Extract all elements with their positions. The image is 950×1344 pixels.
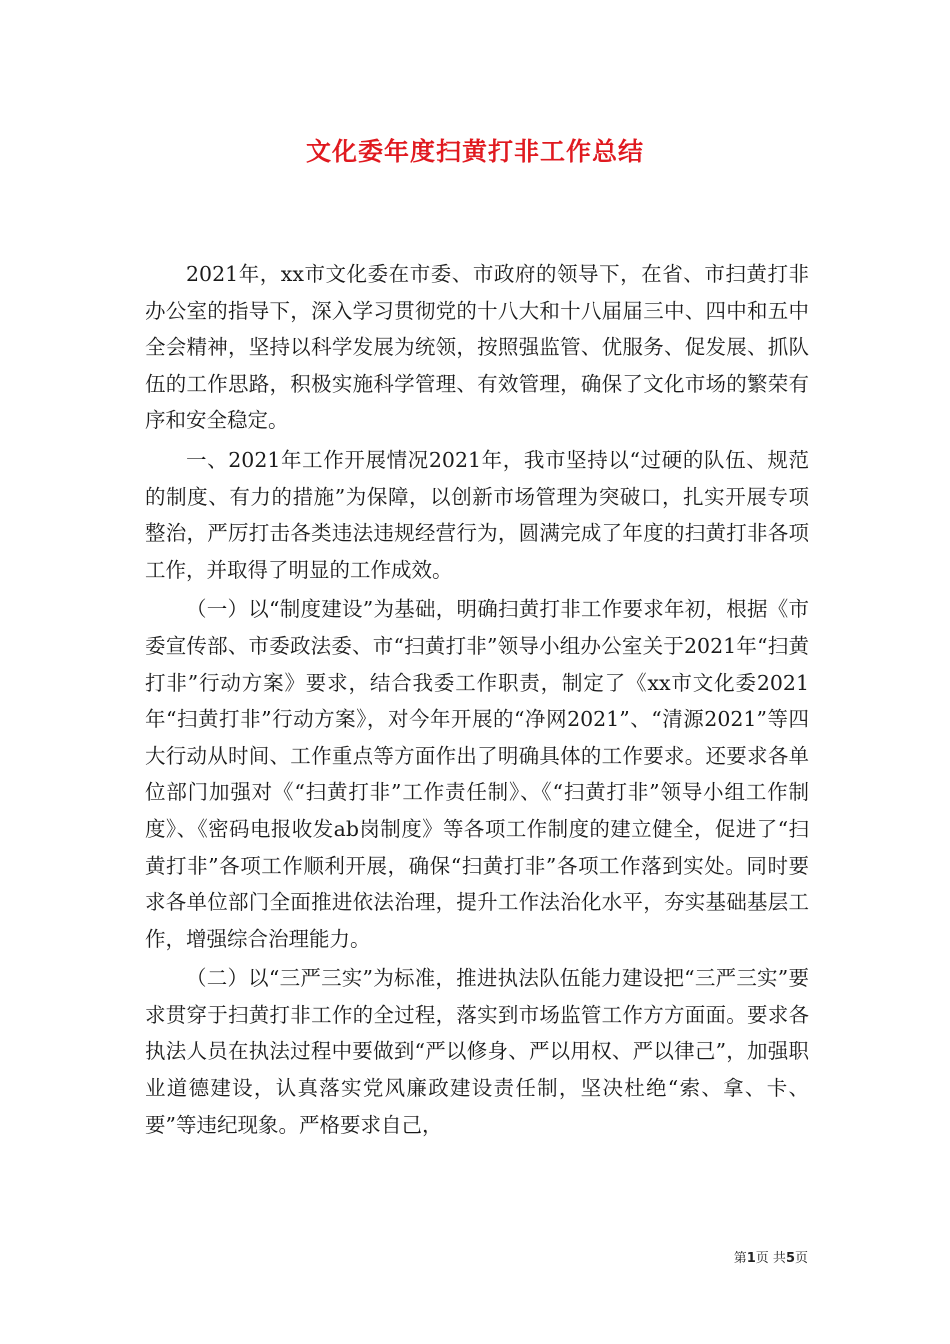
paragraph-subsection-one: （一）以“制度建设”为基础，明确扫黄打非工作要求年初，根据《市委宣传部、市委政法委、市“扫黄打非”领导小组办公室关于2021年“扫黄打非”行动方案》要求，结合我委工作职责，制定了《xx市文化委2021年“扫黄打非”行动方案》，对今年开展的“净网2021”、“清源2021”等四大行动从时间、工作重点等方面作出了明确具体的工作要求。还要求各单位部门加强对《“扫黄打非”工作责任制》、《“扫黄打非”领导小组工作制度》、《密码电报收发ab岗制度》等各项工作制度的建立健全，促进了“扫黄打非”各项工作顺利开展，确保“扫黄打非”各项工作落到实处。同时要求各单位部门全面推进依法治理，提升工作法治化水平，夯实基础基层工作，增强综合治理能力。 bbox=[145, 597, 809, 951]
page-number-footer bbox=[0, 1247, 808, 1266]
paragraph-intro: 2021年，xx市文化委在市委、市政府的领导下，在省、市扫黄打非办公室的指导下，深入学习贯彻党的十八大和十八届届三中、四中和五中全会精神，坚持以科学发展为统领，按照强监管、优服务、促发展、抓队伍的工作思路，积极实施科学管理、有效管理，确保了文化市场的繁荣有序和安全稳定。 bbox=[145, 262, 809, 433]
footer-middle: 页 共 bbox=[755, 1251, 786, 1266]
footer-prefix: 第 bbox=[733, 1251, 747, 1266]
footer-suffix: 页 bbox=[794, 1251, 808, 1266]
document-title: 文化委年度扫黄打非工作总结 bbox=[305, 137, 644, 166]
paragraph-subsection-two: （二）以“三严三实”为标准，推进执法队伍能力建设把“三严三实”要求贯穿于扫黄打非工作的全过程，落实到市场监管工作方方面面。要求各执法人员在执法过程中要做到“严以修身、严以用权、严以律己”，加强职业道德建设，认真落实党风廉政建设责任制，坚决杜绝“索、拿、卡、要”等违纪现象。严格要求自己， bbox=[145, 966, 809, 1137]
document-body bbox=[145, 256, 809, 1143]
paragraph-section-one: 一、2021年工作开展情况2021年，我市坚持以“过硬的队伍、规范的制度、有力的措施”为保障，以创新市场管理为突破口，扎实开展专项整治，严厉打击各类违法违规经营行为，圆满完成了年度的扫黄打非各项工作，并取得了明显的工作成效。 bbox=[145, 447, 809, 582]
current-page-number: 1 bbox=[746, 1251, 756, 1266]
total-page-number: 5 bbox=[785, 1251, 795, 1266]
